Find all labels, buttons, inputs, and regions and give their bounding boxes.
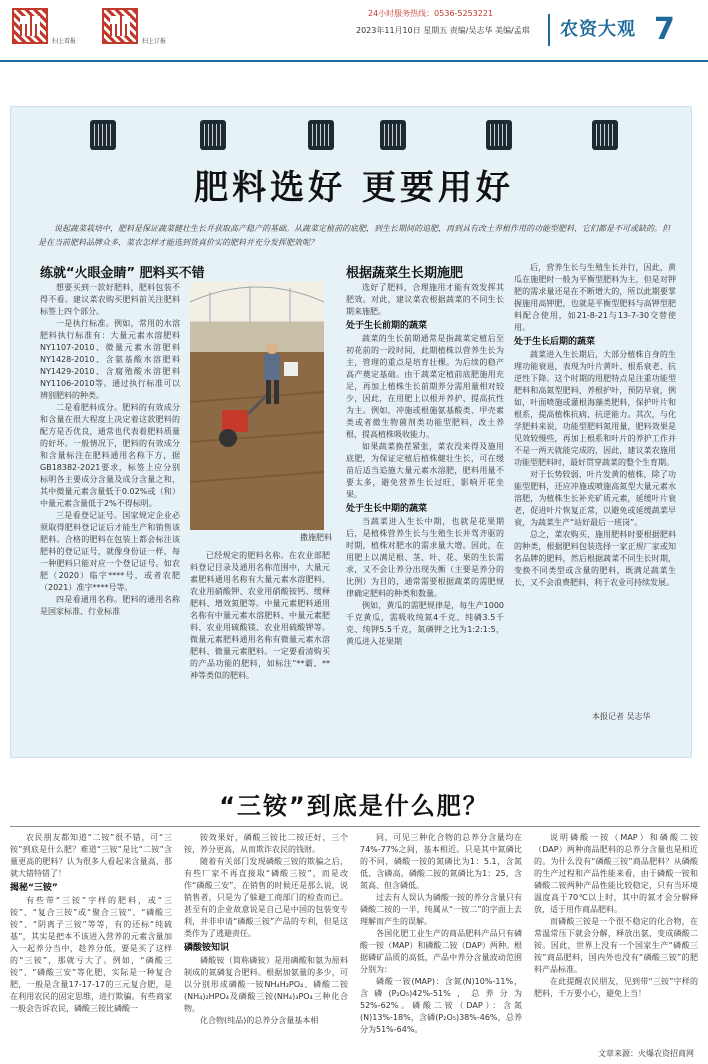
byline: 本报记者 吴志华 xyxy=(592,712,651,721)
binder-clip-icon xyxy=(200,120,226,150)
section-heading: 处于生长中期的蔬菜 xyxy=(346,504,428,514)
qr-code-icon[interactable] xyxy=(102,8,138,44)
bottom-column-1 xyxy=(10,832,172,1044)
divider xyxy=(10,826,700,827)
paragraph: 而磷酸三铵是一个很不稳定的化合物，在常温常压下就会分解，释放出氨，变成磷酸二铵。因此，世界上没有一个国家生产“磷酸三铵”商品肥料，国内外也没有“磷酸三铵”的肥料产品标准。 xyxy=(534,917,698,974)
page-number: 7 xyxy=(654,12,675,47)
paragraph: 二是看肥料成分。肥料的有效成分和含量在很大程度上决定着这款肥料的配方是否优良，通常也代表着肥料质量的好坏。一般情况下，肥料的有效成分和含量标注在肥料通用名称下方，据GB18382-2021要求，标签上应分别标明各主要成分含量及成分含量之和，其中微量元素含量低于0.02%或（和）中量元素含量低于2%不得标明。 xyxy=(40,403,180,508)
qr-label-read: 扫上看报 xyxy=(52,38,77,45)
paragraph: 磷酸铵（简称磷铵）是用磷酸和氨为原料制成的氮磷复合肥料。根据加氨量的多少，可以分别形成磷酸一铵NH₄H₂PO₄、磷酸二铵(NH₄)₂HPO₄及磷酸三铵(NH₄)₃PO₄三种化合物。 xyxy=(184,956,348,1013)
paragraph: 化合物(纯品)的总养分含量基本相 xyxy=(200,1016,319,1025)
left-subheading: 练就“火眼金睛” 肥料买不错 xyxy=(40,266,205,281)
issue-date-line: 2023年11月10日 星期五 责编/吴志华 美编/孟琪 xyxy=(356,26,530,35)
feature-lead: 说起蔬菜栽培中，肥料是保证蔬菜健壮生长并获取高产稳产的基础。从蔬菜定植前的底肥，到生长期间的追肥，再到具有改土养根作用的功能型肥料，它们都是不可或缺的。但是在当前肥料品牌众多，菜农怎样才能选到货真价实的肥料并充分发挥肥效呢？ xyxy=(38,224,670,247)
paragraph: 蔬菜的生长前期通常是指蔬菜定植后至初花前的一段时间，此期植株以营养生长为主，管理的重点是培育壮棵。为后续的稳产高产奠定基础。由于蔬菜定植前底肥施用充足，再加上植株生长前期养分需用量相对较少，因此，在用肥上以根并养护、提高抗性为主。例如，冲施或根施氨基酸类、甲壳素类或者微生物菌剂类功能型肥料，改土养根，提高植株吸收能力。 xyxy=(346,334,504,439)
paragraph: 如果蔬菜换茬紧张，菜农没来得及施用底肥，为保证定植后植株健壮生长，可在缓苗后适当追施大量元素水溶肥，肥料用量不要太多，避免营养生长过旺，影响开花坐果。 xyxy=(346,442,504,499)
binder-clip-icon xyxy=(592,120,618,150)
middle-column xyxy=(346,282,504,732)
paragraph: 同，可见三种化合物的总养分含量均在74%-77%之间，基本相近。只是其中氮磷比的不同，磷酸一铵的氮磷比为1：5.1，含氮低、含磷高，磷酸二铵的氮磷比为1：25，含氮高、但含磷低。 xyxy=(360,833,522,890)
paragraph: 铵效果好，磷酸三铵比二铵还好，三个铵，养分更高，从而欺诈农民的钱财。 xyxy=(184,833,348,854)
paragraph: 磷酸一铵(MAP)：含氮(N)10%-11%，含磷(P₂O₅)42%-51%，总养分为52%-62%。磷酸二铵（DAP）：含氮(N)13%-18%，含磷(P₂O₅)38%-46%，总养分为51%-64%。 xyxy=(360,977,522,1034)
bottom-column-2 xyxy=(184,832,348,1060)
paragraph: 选好了肥料，合理施用才能有效发挥其肥效。对此，建议菜农根据蔬菜的不同生长期来施肥。 xyxy=(346,283,504,316)
right-column xyxy=(514,262,676,706)
farmer-tilling-photo xyxy=(190,282,324,530)
paragraph: 想要买到一款好肥料，肥料包装不得不看。建议菜农购买肥料前关注肥料标签上四个部分。 xyxy=(40,283,180,316)
paragraph: 三是看登记证号。国家规定企业必须取得肥料登记证后才能生产和销售该肥料。合格的肥料在包装上都会标注该肥料的登记证号，就像身份证一样，每一种肥料只能对应一个登记证号。如农肥（2020）临字****号，或者农肥（2021）准字****号等。 xyxy=(40,511,180,592)
paragraph: 对于长势较弱、叶片发黄的植株，除了功能型肥料，还应冲施或喷施高氮型大量元素水溶肥，为植株生长补充矿质元素，延缓叶片衰老，促进叶片恢复正常，以避免或延缓蔬菜早衰，为蔬菜生产“站好最后一班岗”。 xyxy=(514,470,676,527)
middle-subheading: 根据蔬菜生长期施肥 xyxy=(346,266,464,281)
paragraph: 例如，黄瓜的需肥规律是，每生产1000千克黄瓜，需吸收纯氮4千克、纯磷3.5千克、纯钾5.5千克，氮磷钾之比为1:2:1:5，黄瓜进入花果期 xyxy=(346,601,504,646)
paragraph: 当蔬菜进入生长中期，也就是花果期后，是植株营养生长与生殖生长并驾齐驱的时期，植株对肥水的需求量大增。因此，在用肥上以满足根、茎、叶、花、果的生长需求，又不会让养分出现失衡（主要是养分的比例）为目的，通常需要根据蔬菜的需肥规律确定肥料的种类和数量。 xyxy=(346,517,504,598)
paragraph: 一是执行标准。例如，常用的水溶肥料执行标准有：大量元素水溶肥料NY1107-2010、微量元素水溶肥料NY1428-2010、含氨基酸水溶肥料NY1429-2010、含腐殖酸水溶肥料NY1106-2010等。通过执行标准可以辨别肥料的种类。 xyxy=(40,319,180,400)
qr-label-subscribe: 扫上订报 xyxy=(142,38,167,45)
header-rule xyxy=(0,60,708,62)
paragraph: 过去有人误认为磷酸一铵的养分含量只有磷酸二铵的一半，纯属从“一铵二”的字面上去理解而产生的误解。 xyxy=(360,893,522,926)
left-column xyxy=(40,282,180,726)
section-heading: 处于生长后期的蔬菜 xyxy=(514,337,596,347)
left-column-cont xyxy=(190,550,330,730)
section-heading: 处于生长前期的蔬菜 xyxy=(346,321,428,331)
paragraph: 随着有关部门发现磷酸三铵的欺骗之后，有些厂家不再直接取“磷酸三铵”，而是改作“磷酸三安”，在销售的时候还是那么说，说销售者，只是为了躲避工商部门的检查而已。甚至有的企业故意说是自己是中国的包装变专利，并非申请“磷酸三铵”产品的专利，但是这类作为了逃避责任。 xyxy=(184,857,348,938)
qr-code-icon[interactable] xyxy=(12,8,48,44)
binder-clip-icon xyxy=(380,120,406,150)
binder-clip-icon xyxy=(90,120,116,150)
section-heading: 揭秘“三铵” xyxy=(10,883,58,893)
feature-headline: 肥料选好 更要用好 xyxy=(194,168,514,208)
binder-clip-icon xyxy=(308,120,334,150)
section-heading: 磷酸铵知识 xyxy=(184,943,230,953)
paragraph: 有些带“三铵”字样的肥料，或“三铵”、“复合三铵”或“聚合三铵”、“磷酸三铵”、“阴离子三铵”等等，有的还标“纯硫基”，其实是把本不该进入营养的元素含量加入一起养分当中，趁养分低，要是买了这样的“三铵”，那就亏大了。例如，“磷酸三铵”、“磷酸三安”等化肥，实际是一种复合肥，一般是含量17-17-17的三元复合肥，是在利用农民的固定思维，进行欺骗。有些商家一般会告诉农民，磷酸三铵比磷酸一 xyxy=(10,896,172,1013)
bottom-column-3 xyxy=(360,832,522,1060)
binder-clip-icon xyxy=(486,120,512,150)
photo-caption: 撒施肥料 xyxy=(300,533,332,542)
paragraph: 已经规定的肥料名称。在农业部肥料登记目录及通用名称范围中，大量元素肥料通用名称有大量元素水溶肥料、农业用硝酸钾、农业用硝酸铵钙、缓释肥料、增效氮肥等。中量元素肥料通用名称有中量元素水溶肥料、中量元素肥料、农业用硫酸镁、农业用硫酸钾等。微量元素肥料通用名称有微量元素水溶肥料、微量元素肥料。一定要看清购买的产品功能的肥料，如标注“**霸、**神等类似的肥料。 xyxy=(190,551,330,680)
hotline: 24小时服务热线：0536-5253221 xyxy=(368,9,494,18)
paragraph: 在此提醒农民朋友，见到带“三铵”字样的肥料，千万要小心，避免上当！ xyxy=(534,977,698,998)
paragraph: 各国化肥工业生产的商品肥料产品只有磷酸一铵（MAP）和磷酸二铵（DAP）两种。根据磷矿品质的高低，产品中养分含量波动范围分别为： xyxy=(360,929,522,974)
bottom-column-4 xyxy=(534,832,698,1044)
page-header xyxy=(0,0,708,62)
bottom-headline: “三铵”到底是什么肥？ xyxy=(219,792,489,820)
source-credit: 文章来源：火爆农资招商网 xyxy=(598,1049,694,1058)
photo-illustration xyxy=(190,282,324,530)
paragraph: 蔬菜进入生长期后，大部分植株自身的生理功能衰退，表现为叶片黄叶、根系衰老、抗逆性下降。这个时期的用肥特点是注重功能型肥料和高氮型肥料，养根护叶，预防早衰，例如，叶面喷施或灌根海藻类肥料，保护叶片和根系，提高植株抗病、抗逆能力。其次，与化学肥料来说，功能型肥料氮用量，肥料效果是见效较慢些，再加上根系和叶片的养护工作并不是一两天就能完成的，因此，建议菜农施用功能型肥料时，最好贯穿蔬菜的整个生育期。 xyxy=(514,350,676,467)
paragraph: 总之，菜农购买、施用肥料时要根据肥料的种类，根据肥料包装选择一家正规厂家或知名品牌的肥料，然后根据蔬菜不同生长时期，变换不同类型或含量的肥料，既满足蔬菜生长，又不会浪费肥料，利于农业可持续发展。 xyxy=(514,530,676,587)
paragraph: 说明磷酸一铵（MAP）和磷酸二铵（DAP）两种商品肥料的总养分含量也是相近的。为什么没有“磷酸三铵”商品肥料？从磷酸的生产过程和产品性能来看，由于磷酸一铵和磷酸二铵两种产品性能比较稳定，只有当环境温度高于70℃以上时，其中的氮才会分解释放，适于用作商品肥料。 xyxy=(534,833,698,914)
section-name: 农资大观 xyxy=(548,14,646,46)
paragraph: 农民朋友都知道“二铵”很不错，可“三铵”到底是什么肥？难道“三铵”是比“二铵”含量更高的肥料？认为很多人看起来含量高，那就大错特错了！ xyxy=(10,833,172,878)
paragraph: 四是看通用名称。肥料的通用名称是国家标准、行业标准 xyxy=(40,595,180,616)
paragraph: 后，营养生长与生殖生长并行，因此，黄瓜在施肥时一般为平衡型肥料为主，但是对钾肥的需求量还是在不断增大的，所以此期要掌握施用高钾肥，也就是平衡型肥料与高钾型肥料配合使用，如21-8-21与13-7-30交替使用。 xyxy=(514,263,676,332)
